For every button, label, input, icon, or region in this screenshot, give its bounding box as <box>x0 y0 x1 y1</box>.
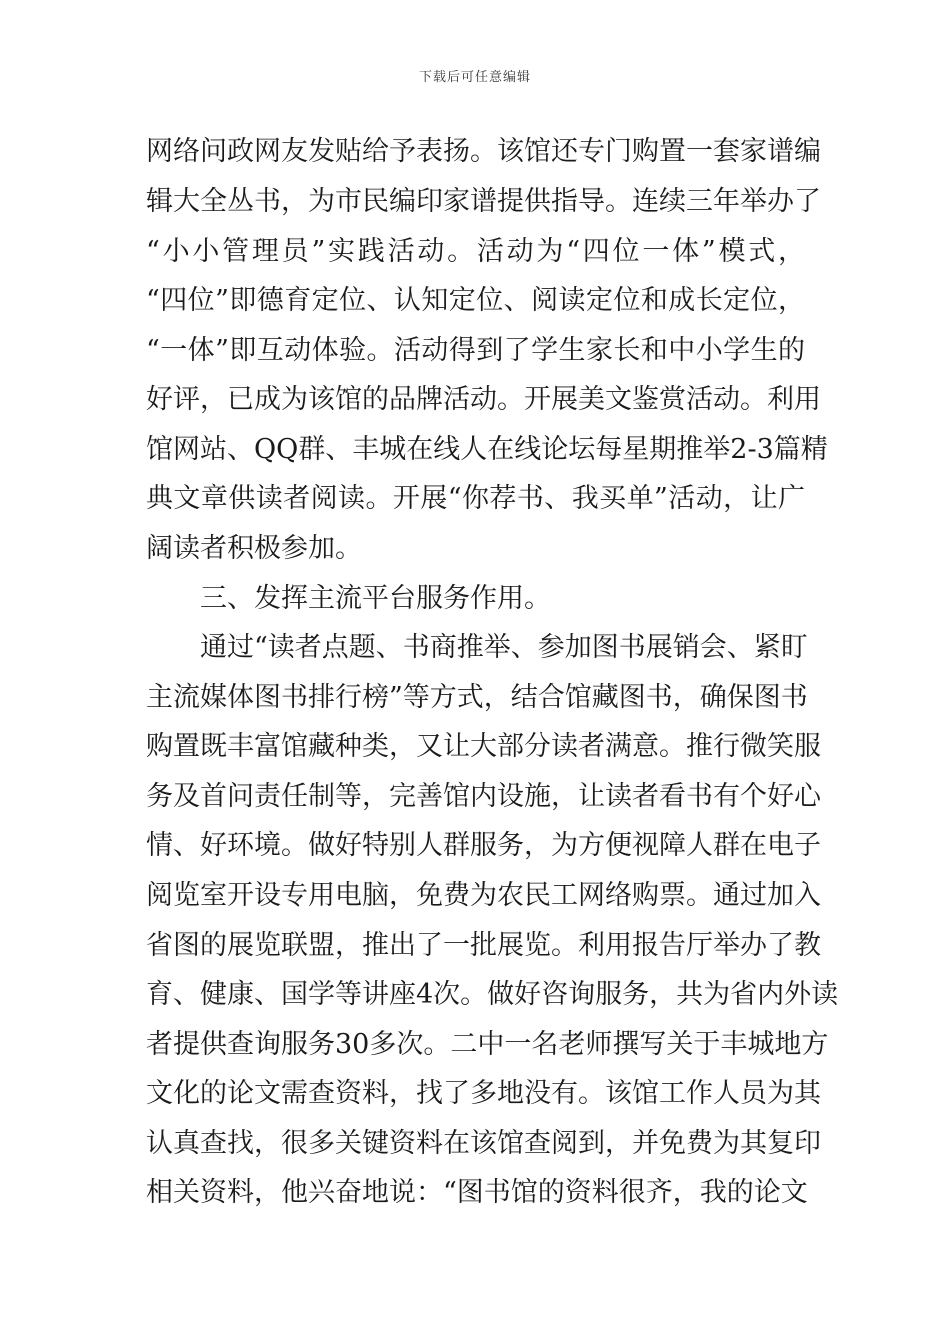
body-text-line: 主流媒体图书排行榜”等方式，结合馆藏图书，确保图书 <box>146 682 808 713</box>
body-text-line: 通过“读者点题、书商推举、参加图书展销会、紧盯 <box>200 632 808 663</box>
body-text-line: 文化的论文需查资料，找了多地没有。该馆工作人员为其 <box>146 1078 821 1109</box>
section-heading: 三、发挥主流平台服务作用。 <box>200 583 551 614</box>
body-text-line: 者提供查询服务30多次。二中一名老师撰写关于丰城地方 <box>146 1029 829 1060</box>
body-text-line: “小小管理员”实践活动。活动为“四位一体”模式， <box>146 236 805 267</box>
body-text-line: 典文章供读者阅读。开展“你荐书、我买单”活动，让广 <box>146 483 805 514</box>
body-text-line: 阔读者积极参加。 <box>146 533 362 564</box>
body-text-line: 购置既丰富馆藏种类，又让大部分读者满意。推行微笑服 <box>146 731 821 762</box>
body-text-line: 相关资料，他兴奋地说：“图书馆的资料很齐，我的论文 <box>146 1177 808 1208</box>
body-text-line: “一体”即互动体验。活动得到了学生家长和中小学生的 <box>146 335 805 366</box>
body-text-line: 好评，已成为该馆的品牌活动。开展美文鉴赏活动。利用 <box>146 384 821 415</box>
body-text-line: 省图的展览联盟，推出了一批展览。利用报告厅举办了教 <box>146 930 821 961</box>
body-text-line: 阅览室开设专用电脑，免费为农民工网络购票。通过加入 <box>146 880 821 911</box>
body-text-line: 情、好环境。做好特别人群服务，为方便视障人群在电子 <box>146 830 821 861</box>
body-text-line: 认真查找，很多关键资料在该馆查阅到，并免费为其复印 <box>146 1128 821 1159</box>
page-header-note: 下载后可任意编辑 <box>418 70 531 85</box>
body-text-line: 育、健康、国学等讲座4次。做好咨询服务，共为省内外读 <box>146 979 839 1010</box>
body-text-line: 馆网站、QQ群、丰城在线人在线论坛每星期推举2-3篇精 <box>146 434 828 465</box>
body-text-line: 务及首问责任制等，完善馆内设施，让读者看书有个好心 <box>146 781 821 812</box>
body-text-line: 网络问政网友发贴给予表扬。该馆还专门购置一套家谱编 <box>146 136 821 167</box>
body-text-line: 辑大全丛书，为市民编印家谱提供指导。连续三年举办了 <box>146 186 821 217</box>
body-text-line: “四位”即德育定位、认知定位、阅读定位和成长定位， <box>146 285 805 316</box>
